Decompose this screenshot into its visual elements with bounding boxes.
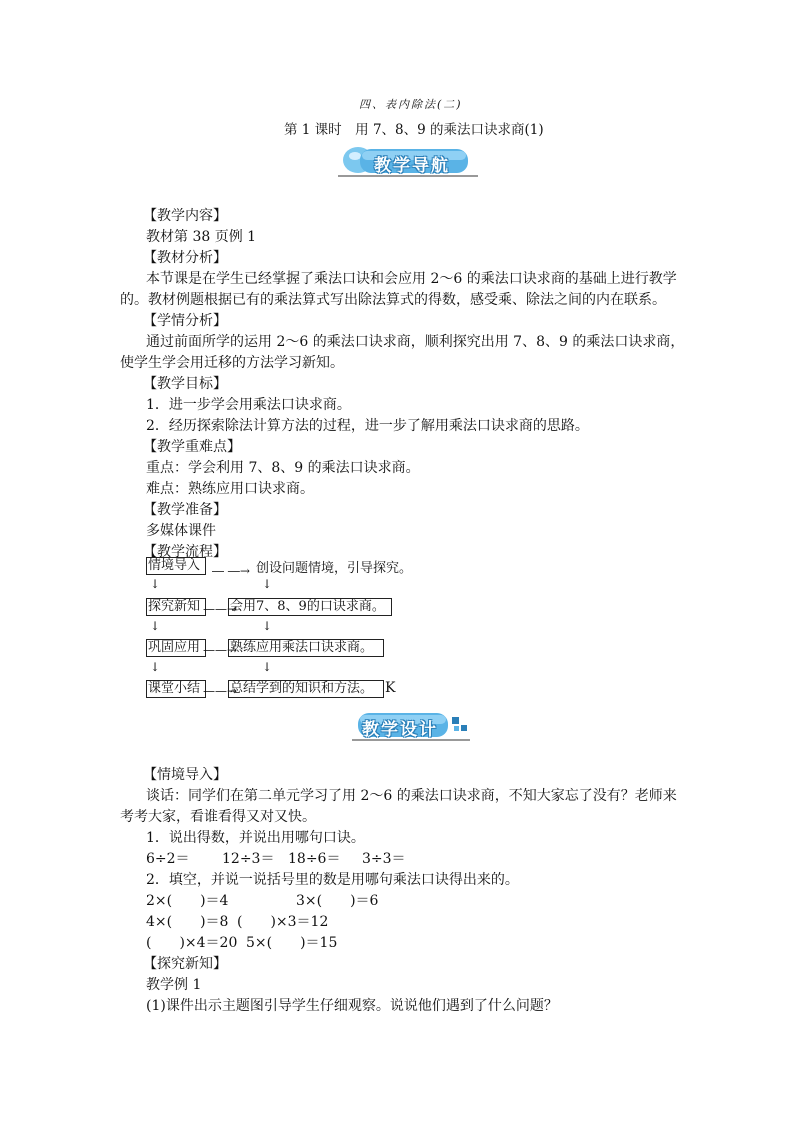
unit-title: 四、表内除法(二) <box>359 98 463 111</box>
down-arrow-icon: ↓ <box>150 660 161 674</box>
question-1: 1．说出得数，并说出用哪句口诀。 <box>146 830 365 846</box>
banner-label: 教学导航 <box>374 156 450 176</box>
q1-item: 6÷2＝ <box>146 851 190 867</box>
down-arrow-icon: ↓ <box>262 619 273 633</box>
q2-item: 4×( )＝8 <box>146 914 229 930</box>
banner-label: 教学设计 <box>362 720 438 740</box>
prep-heading: 【教学准备】 <box>143 502 227 518</box>
q2-item: 3×( )＝6 <box>296 893 379 909</box>
q1-item: 3÷3＝ <box>362 851 406 867</box>
flow-step-3: 巩固应用 <box>146 639 206 657</box>
analysis-line2: 的。教材例题根据已有的乘法算式写出除法算式的得数，感受乘、除法之间的内在联系。 <box>120 292 666 308</box>
flow-connector-2: ——→ <box>203 602 238 616</box>
teaching-nav-banner <box>338 143 484 179</box>
goals-heading: 【教学目标】 <box>143 376 227 392</box>
lesson-title: 第 1 课时 用 7、8、9 的乘法口诀求商(1) <box>284 122 544 138</box>
flow-step-1: 情境导入 <box>146 557 206 575</box>
situation-heading: 【学情分析】 <box>143 313 227 329</box>
intro-heading: 【情境导入】 <box>143 767 227 783</box>
hard-point: 难点：熟练应用口诀求商。 <box>146 481 314 497</box>
q1-item: 12÷3＝ <box>222 851 275 867</box>
flow-tail: K <box>385 680 396 696</box>
analysis-line1: 本节课是在学生已经掌握了乘法口诀和会应用 2～6 的乘法口诀求商的基础上进行教学 <box>146 271 677 287</box>
q1-item: 18÷6＝ <box>288 851 341 867</box>
content-heading: 【教学内容】 <box>143 208 227 224</box>
goal-1: 1．进一步学会用乘法口诀求商。 <box>146 397 351 413</box>
analysis-heading: 【教材分析】 <box>143 250 227 266</box>
question-2: 2．填空，并说一说括号里的数是用哪句乘法口诀得出来的。 <box>146 872 519 888</box>
down-arrow-icon: ↓ <box>150 577 161 591</box>
down-arrow-icon: ↓ <box>262 577 273 591</box>
teaching-design-banner <box>352 707 472 743</box>
flow-desc-2: 会用7、8、9的口诀求商。 <box>228 598 392 616</box>
situation-line1: 通过前面所学的运用 2～6 的乘法口诀求商，顺利探究出用 7、8、9 的乘法口诀求商， <box>146 334 685 350</box>
flow-step-2: 探究新知 <box>146 598 206 616</box>
flow-connector-4: ——→ <box>203 684 238 698</box>
goal-2: 2．经历探索除法计算方法的过程，进一步了解用乘法口诀求商的思路。 <box>146 418 589 434</box>
explore-heading: 【探究新知】 <box>143 956 227 972</box>
q2-item: 5×( )＝15 <box>246 935 338 951</box>
flow-step-4: 课堂小结 <box>146 680 206 698</box>
key-heading: 【教学重难点】 <box>143 439 241 455</box>
q2-item: ( )×4＝20 <box>146 935 238 951</box>
content-body: 教材第 38 页例 1 <box>146 229 257 245</box>
flow-desc-4: 总结学到的知识和方法。 <box>228 680 384 698</box>
flow-desc-3: 熟练应用乘法口诀求商。 <box>228 639 384 657</box>
key-point: 重点：学会利用 7、8、9 的乘法口诀求商。 <box>146 460 420 476</box>
flow-connector-1: ― ―→ <box>212 564 250 578</box>
example-label: 教学例 1 <box>146 977 202 993</box>
flow-heading: 【教学流程】 <box>143 544 227 560</box>
prep-body: 多媒体课件 <box>146 523 216 539</box>
talk-line1: 谈话：同学们在第二单元学习了用 2～6 的乘法口诀求商，不知大家忘了没有？老师来 <box>146 788 677 804</box>
flow-desc-1: 创设问题情境，引导探究。 <box>256 561 413 576</box>
situation-line2: 使学生学会用迁移的方法学习新知。 <box>120 355 344 371</box>
talk-line2: 考考大家，看谁看得又对又快。 <box>120 809 316 825</box>
down-arrow-icon: ↓ <box>150 619 161 633</box>
q2-item: ( )×3＝12 <box>237 914 329 930</box>
down-arrow-icon: ↓ <box>262 660 273 674</box>
flow-connector-3: ——→ <box>203 643 238 657</box>
q2-item: 2×( )＝4 <box>146 893 229 909</box>
step-1: (1)课件出示主题图引导学生仔细观察。说说他们遇到了什么问题？ <box>146 998 558 1014</box>
